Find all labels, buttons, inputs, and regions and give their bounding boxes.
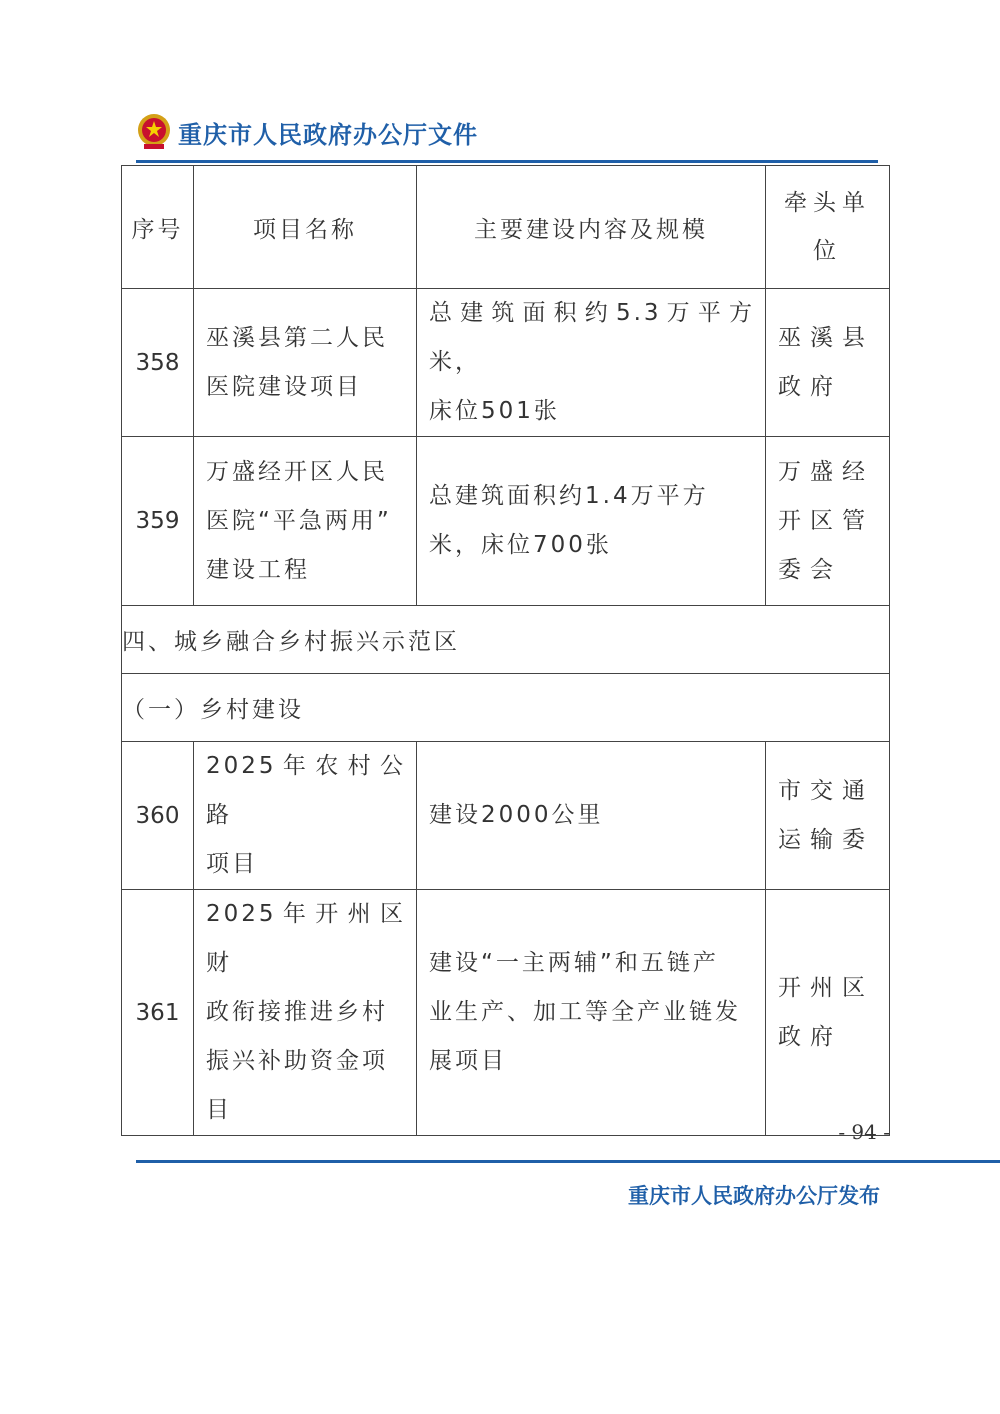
row-num: 361 — [122, 890, 194, 1136]
section-row — [122, 606, 890, 674]
row-num: 359 — [122, 437, 194, 606]
row-name: 2025年开州区财 政衔接推进乡村 振兴补助资金项 目 — [194, 890, 417, 1136]
row-unit: 万盛经 开区管 委会 — [766, 437, 890, 606]
page-number: - 94 - — [838, 1120, 890, 1144]
row-unit: 开州区 政府 — [766, 890, 890, 1136]
table-row — [122, 742, 890, 890]
row-num: 360 — [122, 742, 194, 890]
table-row — [122, 289, 890, 437]
subsection-title: （一）乡村建设 — [122, 674, 890, 742]
document-header — [136, 110, 478, 154]
header-name: 项目名称 — [194, 166, 417, 289]
table-row — [122, 890, 890, 1136]
section-title: 四、城乡融合乡村振兴示范区 — [122, 606, 890, 674]
row-name: 万盛经开区人民 医院“平急两用” 建设工程 — [194, 437, 417, 606]
header-title: 重庆市人民政府办公厅文件 — [178, 119, 478, 149]
table-row — [122, 437, 890, 606]
row-content: 总建筑面积约1.4万平方 米，床位700张 — [417, 437, 766, 606]
table-header-row — [122, 166, 890, 289]
row-name: 2025年农村公路 项目 — [194, 742, 417, 890]
row-content: 总建筑面积约5.3万平方米， 床位501张 — [417, 289, 766, 437]
header-unit: 牵头单 位 — [766, 166, 890, 289]
row-content: 建设2000公里 — [417, 742, 766, 890]
header-content: 主要建设内容及规模 — [417, 166, 766, 289]
subsection-row — [122, 674, 890, 742]
row-content: 建设“一主两辅”和五链产 业生产、加工等全产业链发 展项目 — [417, 890, 766, 1136]
header-divider — [136, 160, 878, 163]
project-table — [121, 165, 890, 1136]
national-emblem-icon — [136, 112, 172, 152]
header-num: 序号 — [122, 166, 194, 289]
row-unit: 巫溪县 政府 — [766, 289, 890, 437]
row-name: 巫溪县第二人民 医院建设项目 — [194, 289, 417, 437]
row-unit: 市交通 运输委 — [766, 742, 890, 890]
row-num: 358 — [122, 289, 194, 437]
footer-divider — [136, 1160, 1000, 1163]
footer-publisher: 重庆市人民政府办公厅发布 — [628, 1183, 880, 1208]
